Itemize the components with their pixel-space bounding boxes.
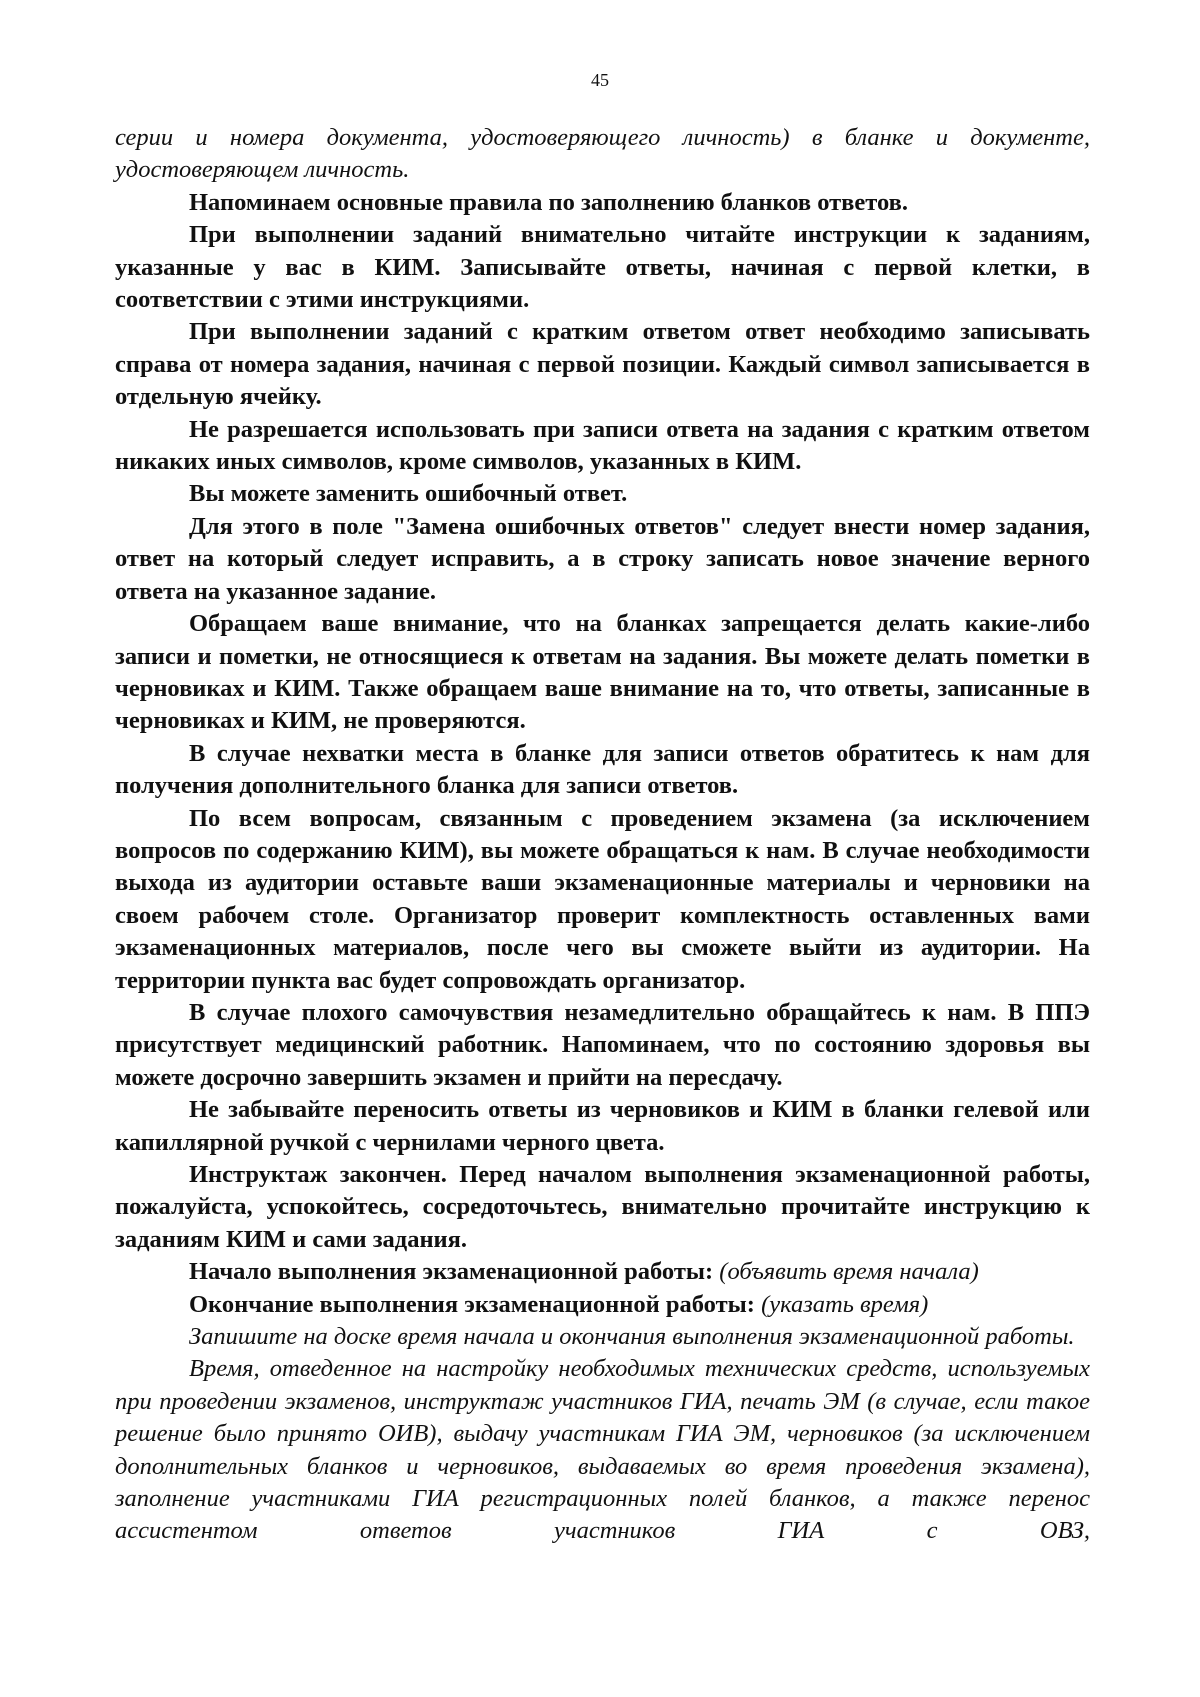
board-note-paragraph: Запишите на доске время начала и окончания выполнения экзаменационной работы.: [189, 1323, 1075, 1351]
end-time-label: Окончание выполнения экзаменационной работы:: [189, 1290, 755, 1318]
health-paragraph: В случае плохого самочувствия незамедлительно обращайтесь к нам. В ППЭ присутствует медицинский работник. Напоминаем, что по состоянию здоровья вы можете досрочно завершить экзамен и прийти на пересдачу.: [115, 998, 1090, 1091]
start-time-label: Начало выполнения экзаменационной работы:: [189, 1258, 714, 1286]
page-number: 45: [591, 70, 609, 90]
start-time-note: (объявить время начала): [719, 1258, 979, 1286]
questions-paragraph: По всем вопросам, связанным с проведением экзамена (за исключением вопросов по содержанию КИМ), вы можете обращаться к нам. В случае необходимости выхода из аудитории оставьте ваши экзаменационные материалы и черновики на своем рабочем столе. Организатор проверит комплектность оставленных вами экзаменационных материалов, после чего вы сможете выйти из аудитории. На территории пункта вас будет сопровождать организатор.: [115, 804, 1090, 994]
replace-answer-paragraph: Вы можете заменить ошибочный ответ.: [189, 480, 628, 508]
short-answer-paragraph: При выполнении заданий с кратким ответом ответ необходимо записывать справа от номера задания, начиная с первой позиции. Каждый символ записывается в отдельную ячейку.: [115, 318, 1090, 411]
transfer-answers-paragraph: Не забывайте переносить ответы из черновиков и КИМ в бланки гелевой или капиллярной ручкой с чернилами черного цвета.: [115, 1096, 1090, 1156]
briefing-end-paragraph: Инструктаж закончен. Перед началом выполнения экзаменационной работы, пожалуйста, успокойтесь, сосредоточьтесь, внимательно прочитайте инструкцию к заданиям КИМ и сами задания.: [115, 1161, 1090, 1253]
continued-italic-paragraph: серии и номера документа, удостоверяющего личность) в бланке и документе, удостоверяющем личность.: [115, 124, 1090, 184]
time-note-paragraph: Время, отведенное на настройку необходимых технических средств, используемых при проведении экзаменов, инструктаж участников ГИА, печать ЭМ (в случае, если такое решение было принято ОИВ), выдачу участникам ГИА ЭМ, черновиков (за исключением дополнительных бланков и черновиков, выдаваемых во время проведения экзамена), заполнение участниками ГИА регистрационных полей бланков, а также перенос ассистентом ответов участников ГИА с ОВЗ,: [115, 1355, 1090, 1545]
end-time-line: [115, 1289, 1090, 1321]
end-time-note: (указать время): [761, 1290, 929, 1318]
replace-field-paragraph: Для этого в поле "Замена ошибочных ответов" следует внести номер задания, ответ на который следует исправить, а в строку записать новое значение верного ответа на указанное задание.: [115, 512, 1090, 605]
extra-form-paragraph: В случае нехватки места в бланке для записи ответов обратитесь к нам для получения дополнительного бланка для записи ответов.: [115, 739, 1090, 800]
instructions-paragraph: При выполнении заданий внимательно читайте инструкции к заданиям, указанные у вас в КИМ. Записывайте ответы, начиная с первой клетки, в соответствии с этими инструкциями.: [115, 221, 1090, 314]
rules-reminder-heading: Напоминаем основные правила по заполнению бланков ответов.: [189, 188, 908, 216]
document-body: [115, 122, 1090, 1548]
marks-paragraph: Обращаем ваше внимание, что на бланках запрещается делать какие-либо записи и пометки, не относящиеся к ответам на задания. Вы можете делать пометки в черновиках и КИМ. Также обращаем ваше внимание на то, что ответы, записанные в черновиках и КИМ, не проверяются.: [115, 610, 1090, 735]
start-time-line: [115, 1256, 1090, 1288]
symbols-paragraph: Не разрешается использовать при записи ответа на задания с кратким ответом никаких иных символов, кроме символов, указанных в КИМ.: [115, 415, 1090, 476]
